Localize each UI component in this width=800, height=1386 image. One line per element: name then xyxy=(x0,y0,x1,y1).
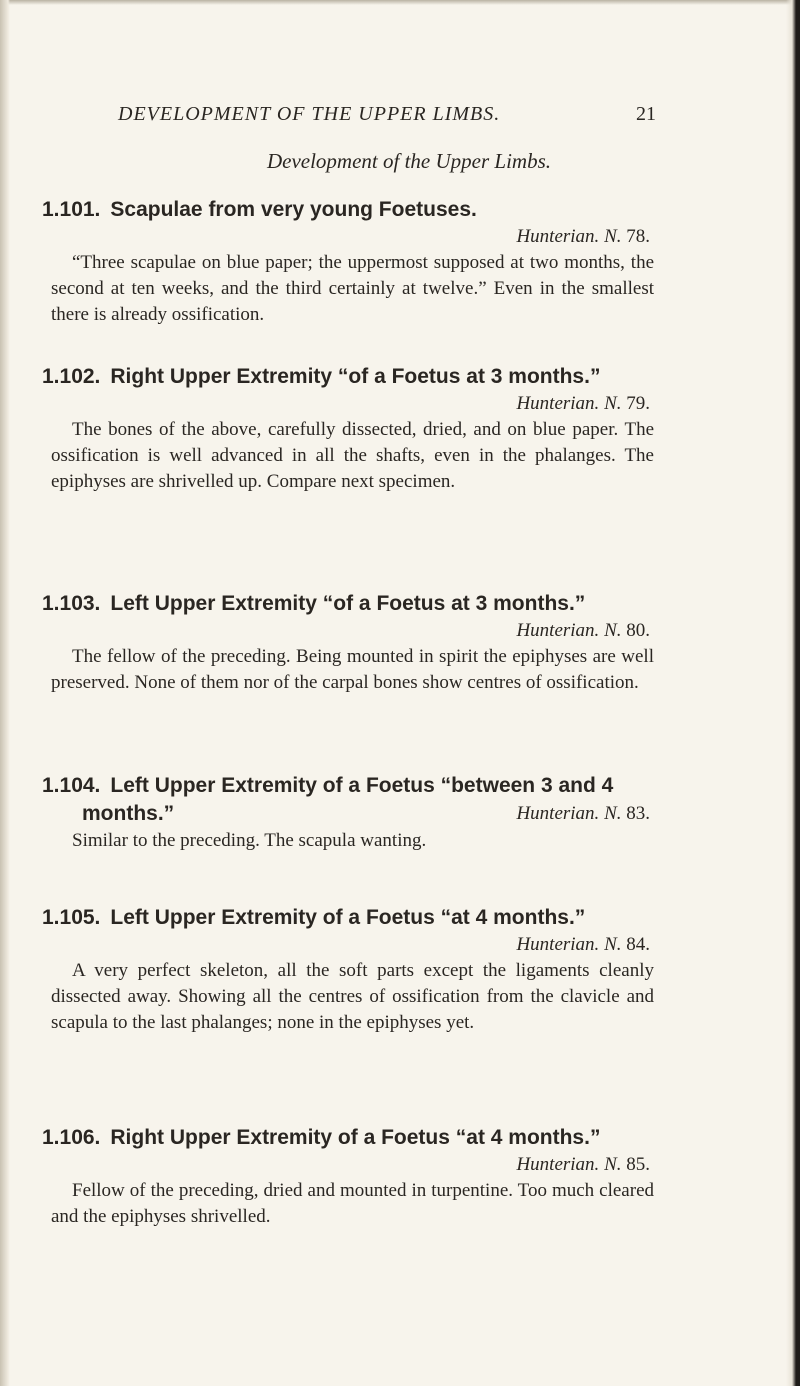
entry-description: “Three scapulae on blue paper; the uppermost supposed at two months, the second at ten weeks, and the third certainly at twelve.” Even in the smallest there is already ossification. xyxy=(51,252,654,325)
source-name: Hunterian. xyxy=(516,1154,600,1175)
entry-source xyxy=(516,800,650,828)
entry-number: 1.102. xyxy=(42,365,101,388)
entry-description: Similar to the preceding. The scapula wanting. xyxy=(72,830,427,851)
entry-source xyxy=(42,391,654,417)
section-title: Development of the Upper Limbs. xyxy=(266,149,552,173)
source-number: 78. xyxy=(626,226,650,247)
entry-source xyxy=(42,932,654,958)
entry-heading xyxy=(42,363,654,391)
entry-title: Right Upper Extremity “of a Foetus at 3 months.” xyxy=(110,365,601,388)
entry-title: Left Upper Extremity of a Foetus “at 4 months.” xyxy=(110,906,586,929)
entry-number: 1.104. xyxy=(42,774,101,797)
source-n: N. xyxy=(604,226,622,247)
entry-heading xyxy=(42,904,654,932)
running-head-title: DEVELOPMENT OF THE UPPER LIMBS. xyxy=(118,103,501,125)
catalogue-entry xyxy=(42,590,654,696)
entry-heading xyxy=(42,1124,654,1152)
source-number: 83. xyxy=(626,803,650,824)
source-number: 79. xyxy=(626,393,650,414)
source-name: Hunterian. xyxy=(516,934,600,955)
scan-edge-left xyxy=(0,0,10,1386)
source-name: Hunterian. xyxy=(516,803,600,824)
source-n: N. xyxy=(604,620,622,641)
entry-description: Fellow of the preceding, dried and mounted in turpentine. Too much cleared and the epiphyses shrivelled. xyxy=(51,1180,654,1227)
entry-source xyxy=(42,1152,654,1178)
entry-title-continued: months.” xyxy=(82,802,175,825)
scan-edge-top xyxy=(0,0,800,5)
catalogue-entry xyxy=(42,196,654,328)
source-number: 85. xyxy=(626,1154,650,1175)
entry-number: 1.101. xyxy=(42,198,101,221)
page-number: 21 xyxy=(636,103,656,125)
entry-heading-continued xyxy=(42,800,654,828)
entry-source xyxy=(42,224,654,250)
source-name: Hunterian. xyxy=(516,226,600,247)
entry-number: 1.103. xyxy=(42,592,101,615)
entry-description: A very perfect skeleton, all the soft parts except the ligaments cleanly dissected away. Showing all the centres of ossification from the clavicle and scapula to the last phalanges; none in the epiphyses yet. xyxy=(51,960,654,1033)
source-name: Hunterian. xyxy=(516,393,600,414)
entry-title: Left Upper Extremity “of a Foetus at 3 months.” xyxy=(110,592,586,615)
source-n: N. xyxy=(604,934,622,955)
entry-heading xyxy=(42,196,654,224)
entry-source xyxy=(42,618,654,644)
entry-description: The bones of the above, carefully dissected, dried, and on blue paper. The ossification is well advanced in all the shafts, even in the phalanges. The epiphyses are shrivelled up. Compare next specimen. xyxy=(51,419,654,492)
catalogue-entry xyxy=(42,363,654,495)
catalogue-entry xyxy=(42,904,654,1036)
source-n: N. xyxy=(604,393,622,414)
catalogue-entry xyxy=(42,772,654,854)
catalogue-entry xyxy=(42,1124,654,1230)
scan-edge-right xyxy=(786,0,800,1386)
entry-heading xyxy=(42,772,654,800)
source-number: 80. xyxy=(626,620,650,641)
source-n: N. xyxy=(604,803,622,824)
entry-description: The fellow of the preceding. Being mounted in spirit the epiphyses are well preserved. None of them nor of the carpal bones show centres of ossification. xyxy=(51,646,654,693)
entry-number: 1.105. xyxy=(42,906,101,929)
source-number: 84. xyxy=(626,934,650,955)
entry-title: Scapulae from very young Foetuses. xyxy=(110,198,477,221)
entry-number: 1.106. xyxy=(42,1126,101,1149)
entry-heading xyxy=(42,590,654,618)
entry-title: Left Upper Extremity of a Foetus “between 3 and 4 xyxy=(110,774,614,797)
source-n: N. xyxy=(604,1154,622,1175)
entry-title: Right Upper Extremity of a Foetus “at 4 months.” xyxy=(110,1126,601,1149)
source-name: Hunterian. xyxy=(516,620,600,641)
